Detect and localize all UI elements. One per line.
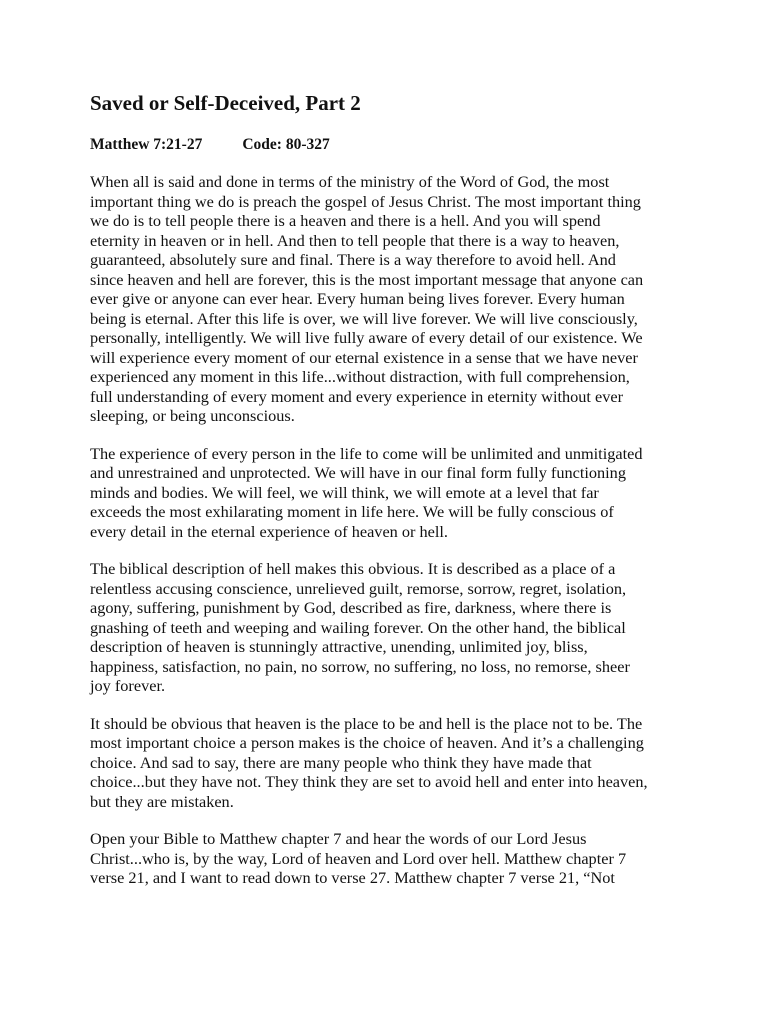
paragraph-line: personally, intelligently. We will live fully aware of every detail of our existence. We: [90, 328, 643, 347]
paragraph-line: full understanding of every moment and every experience in eternity without ever: [90, 386, 624, 406]
scripture-reference: Matthew 7:21-27: [90, 136, 203, 153]
paragraph-line: being is eternal. After this life is over, we will live forever. We will live consciously,: [90, 308, 638, 328]
paragraph-line: ever give or anyone can ever hear. Every human being lives forever. Every human: [90, 289, 625, 308]
paragraph-line: When all is said and done in terms of the ministry of the Word of God, the most: [90, 172, 610, 191]
document-title: Saved or Self-Deceived, Part 2: [90, 91, 361, 115]
paragraph: [90, 714, 680, 812]
paragraph: [90, 172, 680, 426]
paragraph-line: joy forever.: [90, 676, 166, 695]
paragraph-line: important thing we do is preach the gospel of Jesus Christ. The most important thing: [90, 191, 641, 211]
paragraph-line: Open your Bible to Matthew chapter 7 and hear the words of our Lord Jesus: [90, 829, 587, 848]
paragraph-line: experienced any moment in this life...without distraction, with full comprehension,: [90, 367, 630, 386]
paragraph-line: guaranteed, absolutely sure and final. There is a way therefore to avoid hell. And: [90, 250, 616, 269]
paragraph-line: The experience of every person in the life to come will be unlimited and unmitigated: [90, 443, 643, 463]
paragraph-line: most important choice a person makes is the choice of heaven. And it’s a challenging: [90, 733, 644, 752]
paragraph-line: Christ...who is, by the way, Lord of heaven and Lord over hell. Matthew chapter 7: [90, 848, 627, 868]
paragraph-line: description of heaven is stunningly attractive, unending, unlimited joy, bliss,: [90, 637, 588, 656]
paragraph-line: sleeping, or being unconscious.: [90, 406, 295, 425]
paragraph-line: agony, suffering, punishment by God, described as fire, darkness, where there is: [90, 598, 612, 617]
paragraph-line: exceeds the most exhilarating moment in life here. We will be fully conscious of: [90, 502, 614, 521]
paragraph-line: It should be obvious that heaven is the place to be and hell is the place not to be. The: [90, 713, 643, 733]
paragraph: [90, 444, 680, 542]
paragraph-line: happiness, satisfaction, no pain, no sorrow, no suffering, no loss, no remorse, sheer: [90, 656, 630, 676]
paragraph-line: choice. And sad to say, there are many people who think they have made that: [90, 752, 592, 772]
paragraph-line: and unrestrained and unprotected. We will have in our final form fully functioning: [90, 463, 626, 482]
paragraph-line: but they are mistaken.: [90, 791, 234, 811]
paragraph-line: since heaven and hell are forever, this is the most important message that anyone can: [90, 269, 644, 289]
paragraph-line: verse 21, and I want to read down to verse 27. Matthew chapter 7 verse 21, “Not: [90, 868, 615, 887]
paragraph-line: minds and bodies. We will feel, we will think, we will emote at a level that far: [90, 482, 599, 502]
document-page: [90, 88, 680, 888]
paragraph-line: gnashing of teeth and weeping and wailing forever. On the other hand, the biblical: [90, 617, 626, 637]
paragraph-line: choice...but they have not. They think they are set to avoid hell and enter into heaven,: [90, 772, 648, 791]
body-text: [90, 172, 680, 888]
paragraph-line: will experience every moment of our eternal existence in a sense that we have never: [90, 347, 638, 367]
sermon-code: Code: 80-327: [242, 136, 330, 153]
paragraph: [90, 559, 680, 696]
paragraph-line: we do is to tell people there is a heaven and there is a hell. And you will spend: [90, 211, 601, 230]
paragraph: [90, 829, 680, 888]
paragraph-line: The biblical description of hell makes this obvious. It is described as a place of a: [90, 559, 616, 578]
paragraph-line: eternity in heaven or in hell. And then to tell people that there is a way to heaven,: [90, 230, 620, 250]
paragraph-line: relentless accusing conscience, unrelieved guilt, remorse, sorrow, regret, isolation,: [90, 578, 627, 598]
reference-line: [90, 135, 680, 155]
paragraph-line: every detail in the eternal experience of heaven or hell.: [90, 521, 449, 541]
